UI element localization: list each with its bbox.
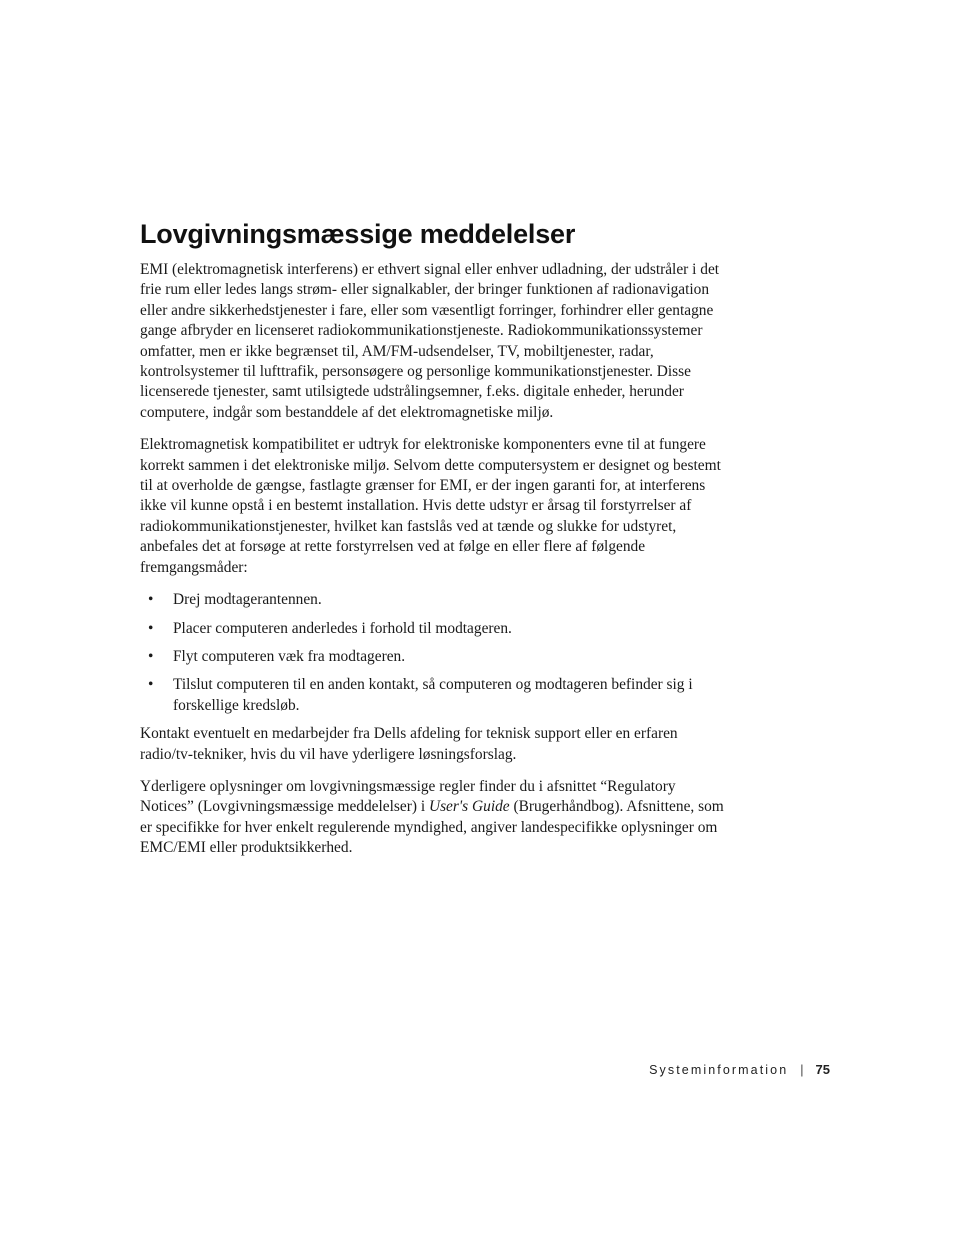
bullet-icon: • (148, 619, 154, 637)
paragraph-support: Kontakt eventuelt en medarbejder fra Dells afdeling for teknisk support eller en erfaren radio/tv-tekniker, hvis du vil have yderligere løsningsforslag. (140, 725, 678, 763)
footer-section-title: Systeminformation (649, 1063, 789, 1077)
paragraph-text: Yderligere oplysninger om lovgivningsmæssige regler finder du i afsnittet “Regulatory Notices” (Lovgivningsmæssige meddelelser) i (140, 777, 676, 816)
bullet-icon: • (148, 591, 154, 609)
page-heading: Lovgivningsmæssige meddelelser (140, 219, 576, 249)
bullet-icon: • (148, 647, 154, 665)
paragraph-regulatory-info (140, 777, 732, 859)
bullet-icon: • (148, 676, 154, 694)
list-item-text: Drej modtagerantennen. (173, 591, 322, 609)
list-item (140, 675, 732, 716)
list-item (140, 647, 732, 667)
main-content (140, 216, 732, 871)
paragraph-emi: EMI (elektromagnetisk interferens) er ethvert signal eller enhver udladning, der udstråler i det frie rum eller ledes langs strøm- eller signalkabler, der bringer funktionen af radionavigation eller andre sikkerhedstjenester i fare, eller som væsentligt forringer, forhindrer eller gentagne gange afbryder en licenseret radiokommunikationstjeneste. Radiokommunikationssystemer omfatter, men er ikke begrænset til, AM/FM-udsendelser, TV, mobiltjenester, radar, kontrolsystemer til lufttrafik, personsøgere og personlige kommunikationstjenester. Disse licenserede tjenester, samt utilsigtede udstrålingsemner, f.eks. digitale enheder, herunder computere, indgår som bestanddele af det elektromagnetiske miljø. (140, 261, 720, 421)
remedy-list (140, 590, 732, 716)
list-item (140, 590, 732, 610)
users-guide-title: User's Guide (428, 798, 510, 816)
footer-separator: | (800, 1063, 804, 1077)
list-item-text: Flyt computeren væk fra modtageren. (173, 647, 406, 665)
list-item-text: Tilslut computeren til en anden kontakt, så computeren og modtageren befinder sig i forskellige kredsløb. (173, 676, 693, 714)
list-item (140, 619, 732, 639)
list-item-text: Placer computeren anderledes i forhold til modtageren. (173, 619, 512, 637)
page-footer (600, 1061, 830, 1079)
paragraph-text: (Brugerhåndbog). Afsnittene, som er specifikke for hver enkelt regulerende myndighed, angiver landespecifikke oplysninger om EMC/EMI eller produktsikkerhed. (140, 798, 724, 857)
paragraph-compatibility: Elektromagnetisk kompatibilitet er udtryk for elektroniske komponenters evne til at fungere korrekt sammen i det elektroniske miljø. Selvom dette computersystem er designet og bestemt til at overholde de gængse, fastlagte grænser for EMI, er der ingen garanti for, at interferens ikke vil kunne opstå i en bestemt installation. Hvis dette udstyr er årsag til forstyrrelser af radiokommunikationstjenester, hvilket kan fastslås ved at tænde og slukke for udstyret, anbefales det at forsøge at rette forstyrrelsen ved at følge en eller flere af følgende fremgangsmåder: (140, 436, 721, 576)
page-number: 75 (815, 1062, 830, 1077)
